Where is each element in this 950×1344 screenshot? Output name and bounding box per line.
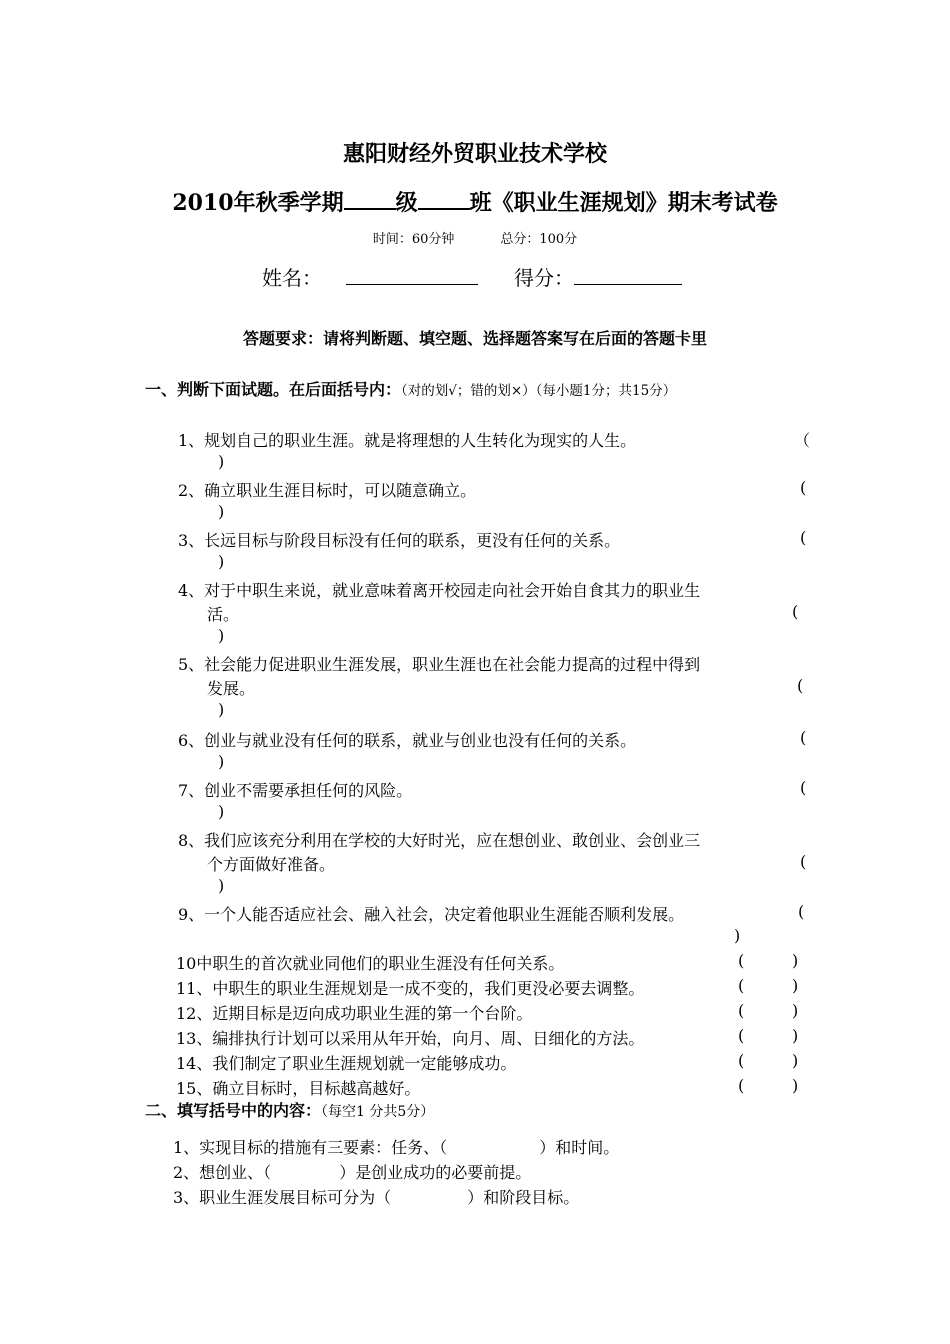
question-text: 5、社会能力促进职业生涯发展，职业生涯也在社会能力提高的过程中得到 [178, 655, 701, 674]
answer-requirement: 答题要求：请将判断题、填空题、选择题答案写在后面的答题卡里 [242, 329, 707, 348]
answer-paren-open[interactable]: ( [800, 852, 807, 871]
answer-paren-close: ) [218, 876, 225, 895]
question-text: 2、确立职业生涯目标时，可以随意确立。 [178, 481, 477, 500]
question-text-continued: 发展。 [207, 679, 256, 698]
fill-text-after: ）是创业成功的必要前提。 [339, 1163, 532, 1182]
answer-paren-close: ) [792, 1001, 799, 1020]
answer-paren-open[interactable]: ( [800, 778, 807, 797]
answer-paren-open[interactable]: ( [738, 1076, 745, 1095]
section2-note: （每空1 分共5分） [321, 1104, 435, 1120]
exam-title [0, 186, 950, 217]
fill-question [173, 1135, 619, 1158]
answer-paren-open[interactable]: ( [738, 1051, 745, 1070]
grade-blank [344, 207, 396, 210]
answer-paren-close: ) [218, 752, 225, 771]
title-term: 2010年秋季学期 [172, 190, 344, 216]
fill-text-after: ）和时间。 [539, 1138, 620, 1157]
score-label: 得分： [514, 266, 574, 290]
fill-text-before: 3、职业生涯发展目标可分为（ [173, 1188, 392, 1207]
answer-paren-close: ) [792, 951, 799, 970]
section2-heading [145, 1098, 434, 1121]
school-name: 惠阳财经外贸职业技术学校 [342, 141, 607, 167]
exam-total: 总分：100分 [500, 232, 578, 247]
question-text: 6、创业与就业没有任何的联系，就业与创业也没有任何的关系。 [178, 731, 637, 750]
question-text: 9、一个人能否适应社会、融入社会，决定着他职业生涯能否顺利发展。 [178, 905, 685, 924]
fill-text-after: ）和阶段目标。 [467, 1188, 580, 1207]
answer-paren-close: ) [792, 976, 799, 995]
section1-title: 一、判断下面试题。在后面括号内： [145, 380, 402, 399]
answer-paren-open[interactable]: ( [800, 528, 807, 547]
question-text: 10中职生的首次就业同他们的职业生涯没有任何关系。 [176, 954, 565, 973]
title-course: 班《职业生涯规划》期末考试卷 [469, 190, 778, 216]
section1-heading [145, 377, 810, 404]
question-text: 1、规划自己的职业生涯。就是将理想的人生转化为现实的人生。 [178, 431, 637, 450]
answer-paren-close: ) [734, 926, 741, 945]
answer-paren-close: ) [218, 626, 225, 645]
question-text: 13、编排执行计划可以采用从年开始，向月、周、日细化的方法。 [176, 1029, 645, 1048]
answer-paren-open[interactable]: ( [792, 602, 799, 621]
name-label: 姓名： [262, 266, 322, 290]
answer-paren-open[interactable]: ( [800, 728, 807, 747]
answer-paren-close: ) [218, 502, 225, 521]
answer-paren-open[interactable]: ( [738, 951, 745, 970]
answer-paren-open[interactable]: ( [738, 976, 745, 995]
question-text: 8、我们应该充分利用在学校的大好时光，应在想创业、敢创业、会创业三 [178, 831, 701, 850]
question-text: 3、长远目标与阶段目标没有任何的联系，更没有任何的关系。 [178, 531, 621, 550]
answer-paren-open[interactable]: （ [794, 431, 811, 450]
class-blank [418, 207, 470, 210]
question-text-continued: 个方面做好准备。 [207, 855, 336, 874]
name-score-row [262, 262, 682, 291]
question-text: 7、创业不需要承担任何的风险。 [178, 781, 413, 800]
question-text-continued: 活。 [207, 605, 240, 624]
answer-paren-close: ) [218, 552, 225, 571]
exam-time: 时间：60分钟 [372, 232, 455, 247]
answer-paren-close: ) [792, 1051, 799, 1070]
answer-paren-close: ) [218, 802, 225, 821]
name-line [346, 266, 478, 285]
answer-paren-open[interactable]: ( [738, 1026, 745, 1045]
answer-paren-close: ) [218, 452, 225, 471]
fill-text-before: 1、实现目标的措施有三要素：任务、（ [173, 1138, 448, 1157]
answer-paren-open[interactable]: ( [738, 1001, 745, 1020]
question-text: 12、近期目标是迈向成功职业生涯的第一个台阶。 [176, 1004, 533, 1023]
answer-paren-open[interactable]: ( [798, 902, 805, 921]
question-text: 15、确立目标时，目标越高越好。 [176, 1079, 421, 1098]
answer-paren-close: ) [792, 1026, 799, 1045]
fill-question [173, 1160, 531, 1183]
answer-paren-open[interactable]: ( [800, 478, 807, 497]
question-text: 14、我们制定了职业生涯规划就一定能够成功。 [176, 1054, 517, 1073]
title-grade: 级 [395, 190, 418, 216]
answer-paren-close: ) [218, 700, 225, 719]
section2-title: 二、填写括号中的内容： [145, 1101, 322, 1120]
exam-meta [0, 228, 950, 247]
answer-paren-close: ) [792, 1076, 799, 1095]
answer-paren-open[interactable]: ( [797, 676, 804, 695]
fill-text-before: 2、想创业、（ [173, 1163, 272, 1182]
score-line [574, 266, 682, 285]
section1-note: （对的划√；错的划×）（每小题1分；共15分） [401, 383, 677, 399]
question-text: 11、中职生的职业生涯规划是一成不变的，我们更没必要去调整。 [176, 979, 645, 998]
question-text: 4、对于中职生来说，就业意味着离开校园走向社会开始自食其力的职业生 [178, 581, 701, 600]
fill-question [173, 1185, 579, 1208]
